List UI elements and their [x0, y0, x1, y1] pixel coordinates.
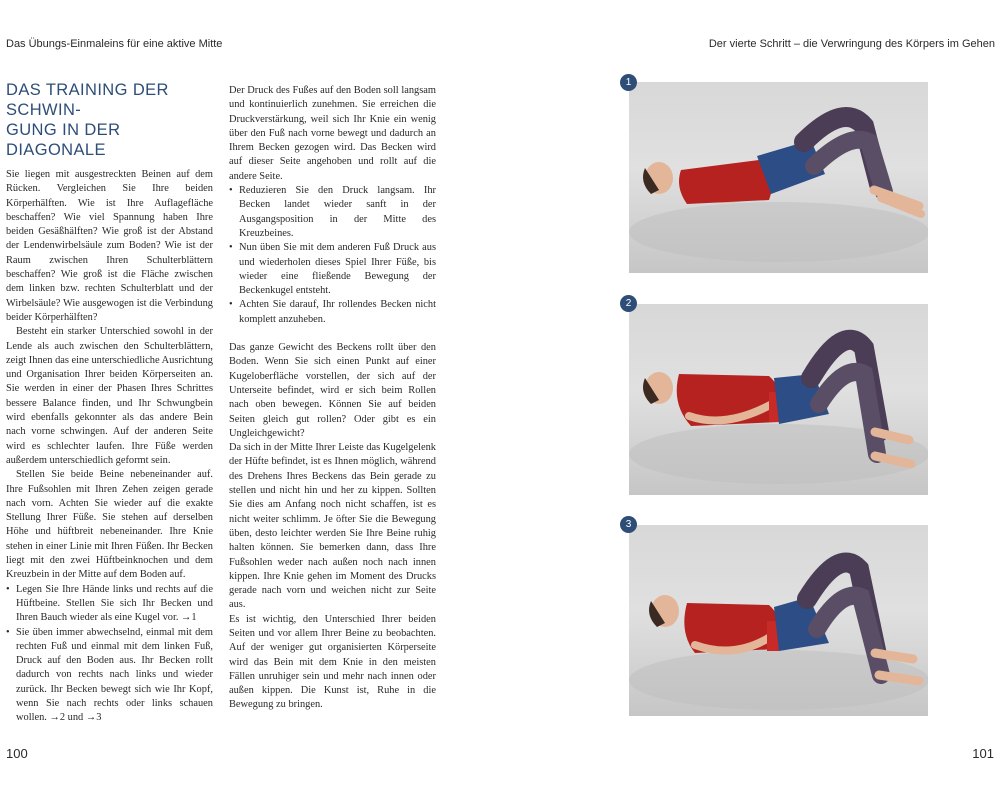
exercise-photo-1	[629, 82, 928, 273]
step-badge-3: 3	[620, 516, 637, 533]
exercise-photo-icon	[629, 82, 928, 273]
bullet-item: • Achten Sie darauf, Ihr rollendes Becken nicht komplett anzuheben.	[229, 298, 436, 327]
bullet-item: • Nun üben Sie mit dem anderen Fuß Druck aus und wiederholen dieses Spiel Ihrer Füße, bis wieder eine fließende Bewegung der Beckenkugel entsteht.	[229, 241, 436, 298]
bullet-list	[229, 184, 436, 327]
running-head-left: Das Übungs-Einmaleins für eine aktive Mitte	[6, 38, 223, 50]
bullet-item: • Reduzieren Sie den Druck langsam. Ihr Becken landet wieder sanft in der Ausgangsposition in der Mitte des Kreuzbeines.	[229, 184, 436, 241]
paragraph: Besteht ein starker Unterschied sowohl in der Lende als auch zwischen den Schulterblättern, zeigt Ihnen das eine unterschiedliche Ausrichtung und Organisation Ihrer beiden Körperseiten an. Sie werden in einer der Phasen Ihres Schrittes bessere Balance finden, und Ihr Schwungbein wird ebenfalls gekonnter als das andere Bein nach vorne schwingen. Auf der anderen Seite wird es schlechter laufen. Ihre Füße werden außerdem unterschiedlich geformt sein.	[6, 326, 213, 466]
exercise-photo-icon	[629, 304, 928, 495]
text-column-2	[229, 84, 436, 713]
heading-line-1: DAS TRAINING DER SCHWIN-	[6, 81, 169, 119]
paragraph: Sie liegen mit ausgestreckten Beinen auf dem Rücken. Vergleichen Sie Ihre beiden Körperhälften. Wie ist Ihre Auflagefläche beschaffen? Wie viel Spannung haben Ihre beiden Gesäßhälften? Wie groß ist der Abstand der Lendenwirbelsäule zum Boden? Wie ist der Raum zwischen Ihren Schulterblättern beschaffen? Wie groß ist die Fläche zwischen dem linken bzw. rechten Schulterblatt und der Wirbelsäule? Wie ausgewogen ist die Verbindung beider Körperhälften?	[6, 169, 213, 323]
bullet-item: • Legen Sie Ihre Hände links und rechts auf die Hüftbeine. Stellen Sie sich Ihr Becken und Ihren Bauch wieder als eine Kugel vor. →1	[6, 583, 213, 626]
heading-line-2: GUNG IN DER DIAGONALE	[6, 121, 121, 159]
paragraph: Stellen Sie beide Beine nebeneinander auf. Ihre Fußsohlen mit Ihren Zehen zeigen gerade nach vorn. Achten Sie wieder auf die exakte Stellung Ihrer Füße. Sie stehen auf derselben Höhe und hüftbreit nebeneinander. Ihre Knie stehen in einer Linie mit Ihren Füßen. Ihr Becken liegt mit den zwei Hüftbeinknochen und dem Kreuzbein in der Mitte auf dem Boden auf.	[6, 469, 213, 581]
paragraph: Es ist wichtig, den Unterschied Ihrer beiden Seiten und vor allem Ihrer Beine zu beobachten. Auf der weniger gut organisierten Körperseite wird das Bein mit dem Knie in den meisten Fällen unruhiger sein und mehr nach innen oder außen kippen. Die Kunst ist, Ruhe in die Bewegung zu bringen.	[229, 613, 436, 711]
page-number-left: 100	[6, 746, 28, 761]
running-head-right: Der vierte Schritt – die Verwringung des Körpers im Gehen	[708, 38, 995, 50]
section-heading	[6, 80, 213, 160]
step-badge-2: 2	[620, 295, 637, 312]
bullet-list	[6, 583, 213, 726]
bullet-item: • Sie üben immer abwechselnd, einmal mit dem rechten Fuß und einmal mit dem linken Fuß, Druck auf den Boden aus. Ihr Becken rollt dadurch von rechts nach links und wieder zurück. Ihr Becken bewegt sich wie Ihr Kopf, wenn Sie nach rechts oder links schauen wollen. →2 und →3	[6, 626, 213, 726]
exercise-photo-3	[629, 525, 928, 716]
exercise-photo-2	[629, 304, 928, 495]
exercise-photo-icon	[629, 525, 928, 716]
paragraph: Der Druck des Fußes auf den Boden soll langsam und kontinuierlich zunehmen. Sie erreichen die Druckverstärkung, weil sich Ihr Knie ein wenig über den Fuß nach vorne bewegt und dadurch an Ihrem Becken gezogen wird. Das Becken wird auf dieser Seite angehoben und rollt auf die andere Seite.	[229, 85, 436, 182]
page-number-right: 101	[972, 746, 994, 761]
step-badge-1: 1	[620, 74, 637, 91]
text-column-1	[6, 80, 213, 726]
paragraph: Das ganze Gewicht des Beckens rollt über den Boden. Wenn Sie sich einen Punkt auf einer Kugeloberfläche vorstellen, der sich auf der Unterseite befindet, wird er sich beim Rollen nach oben bewegen. Können Sie auf beiden Seiten gleich gut rollen? Oder gibt es ein Ungleichgewicht?	[229, 342, 436, 439]
paragraph: Da sich in der Mitte Ihrer Leiste das Kugelgelenk der Hüfte befindet, ist es Ihnen möglich, während des Drehens Ihres Beckens das Bein gerade zu stellen und nicht hin und her zu kippen. Sollten Sie dies am Anfang noch nicht schaffen, ist es nicht weiter schlimm. Je öfter Sie die Bewegung üben, desto leichter werden Sie Ihre Beine ruhig halten können. Sie bemerken dann, dass Ihre Fußsohlen weder nach außen noch nach innen kippen. Ihre Knie gehen im Moment des Drucks gerade nach vorn und weichen nicht zur Seite aus.	[229, 442, 436, 611]
